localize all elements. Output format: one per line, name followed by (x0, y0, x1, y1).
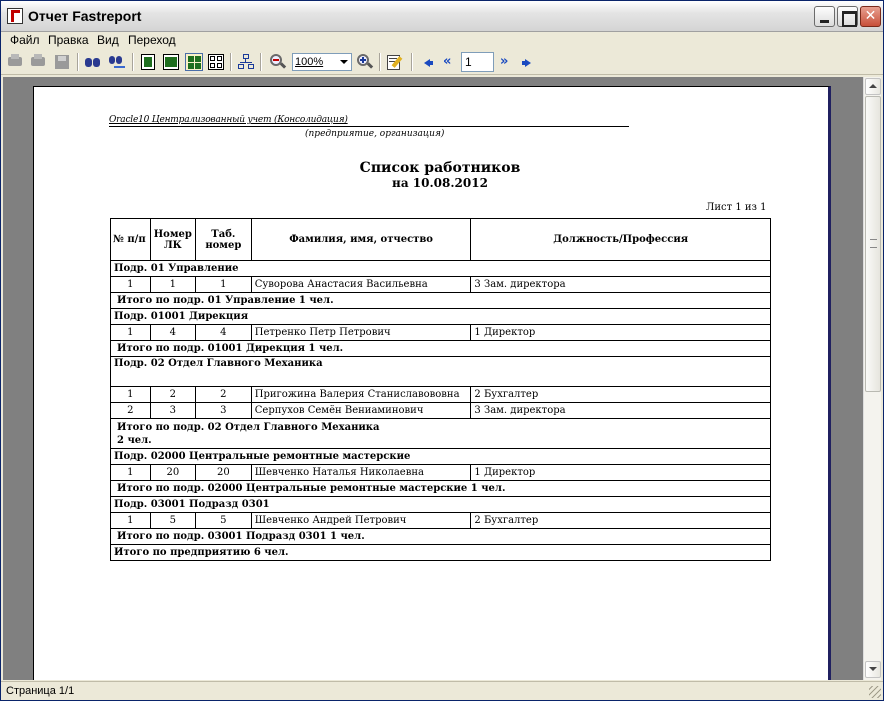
close-icon: ✕ (864, 8, 877, 24)
page-number-value: 1 (465, 55, 472, 69)
table-cell: 1 (111, 387, 151, 403)
table-cell: 2 (150, 387, 195, 403)
next-page-icon[interactable]: » (500, 54, 509, 69)
table-cell: 5 (150, 513, 195, 529)
table-cell: Суворова Анастасия Васильевна (251, 277, 471, 293)
table-row (111, 325, 771, 341)
save-icon[interactable] (53, 53, 71, 71)
table-row (111, 465, 771, 481)
group-header-row (111, 449, 771, 465)
table-cell: 4 (195, 325, 251, 341)
print-button[interactable] (6, 53, 24, 71)
edit-report-icon[interactable] (386, 53, 404, 71)
one-page-icon[interactable] (139, 53, 157, 71)
chevron-down-icon[interactable] (337, 55, 350, 69)
find-next-icon[interactable] (108, 53, 126, 71)
resize-grip-icon[interactable] (869, 686, 881, 698)
col-account-number: Номер ЛК (150, 219, 195, 261)
toolbar (1, 49, 883, 75)
table-cell: 1 Директор (471, 465, 771, 481)
group-title: Подр. 02 Отдел Главного Механика (114, 358, 323, 369)
table-cell: 1 Директор (471, 325, 771, 341)
group-title: Подр. 03001 Подразд 0301 (114, 499, 270, 510)
print-setup-button[interactable] (29, 53, 47, 71)
menu-view[interactable]: Вид (97, 33, 119, 47)
organization-caption: (предприятие, организация) (305, 129, 445, 139)
group-header-row (111, 309, 771, 325)
group-title: Подр. 01 Управление (114, 263, 239, 274)
subtotal-row (111, 529, 771, 545)
close-button[interactable] (860, 6, 881, 27)
table-cell: 5 (195, 513, 251, 529)
table-cell: 1 (150, 277, 195, 293)
table-cell: 20 (195, 465, 251, 481)
scroll-down-button[interactable] (865, 661, 881, 678)
table-cell: 3 (150, 403, 195, 419)
zoom-select[interactable] (292, 53, 352, 71)
table-row (111, 387, 771, 403)
col-full-name: Фамилия, имя, отчество (251, 219, 471, 261)
table-cell: 1 (111, 325, 151, 341)
table-row (111, 403, 771, 419)
subtotal-row (111, 341, 771, 357)
group-header-row (111, 261, 771, 277)
fastreport-app-icon (7, 8, 23, 24)
preview-area[interactable] (3, 77, 863, 680)
organization-underline (109, 126, 629, 127)
table-cell: Шевченко Андрей Петрович (251, 513, 471, 529)
group-title: Подр. 01001 Дирекция (114, 311, 249, 322)
scroll-up-button[interactable] (865, 78, 881, 95)
table-cell: 3 Зам. директора (471, 403, 771, 419)
zoom-out-icon[interactable] (269, 53, 287, 71)
menu-file[interactable]: Файл (10, 33, 40, 47)
table-cell: Петренко Петр Петрович (251, 325, 471, 341)
scroll-thumb[interactable] (865, 96, 881, 392)
thumbnails-icon[interactable] (207, 53, 225, 71)
table-header (111, 219, 771, 261)
table-cell: Серпухов Семён Вениаминович (251, 403, 471, 419)
table-cell: 2 Бухгалтер (471, 513, 771, 529)
table-cell: 2 Бухгалтер (471, 387, 771, 403)
status-bar (1, 681, 883, 700)
table-cell: 1 (111, 277, 151, 293)
total-count: 2 чел. (117, 434, 152, 446)
maximize-button[interactable] (837, 6, 858, 27)
table-cell: 20 (150, 465, 195, 481)
sheet-counter: Лист 1 из 1 (706, 202, 767, 213)
subtotal-row (111, 481, 771, 497)
minimize-button[interactable] (814, 6, 835, 27)
zoom-value: 100% (295, 56, 324, 68)
table-cell: Шевченко Наталья Николаевна (251, 465, 471, 481)
group-header-row (111, 357, 771, 387)
title-bar[interactable] (1, 1, 883, 32)
table-cell: 3 (195, 403, 251, 419)
subtotal-row (111, 419, 771, 449)
table-cell: 1 (111, 465, 151, 481)
total-text: Итого по подр. 02 Отдел Главного Механика (117, 421, 380, 433)
table-cell: Пригожина Валерия Станиславововна (251, 387, 471, 403)
total-text: Итого по подр. 02000 Центральные ремонтные мастерские 1 чел. (117, 483, 506, 494)
table-cell: 1 (111, 513, 151, 529)
menu-bar (1, 32, 883, 49)
table-row (111, 513, 771, 529)
menu-navigate[interactable]: Переход (128, 33, 176, 47)
outline-tree-icon[interactable] (237, 53, 255, 71)
total-text: Итого по подр. 01 Управление 1 чел. (117, 295, 334, 306)
group-title: Подр. 02000 Центральные ремонтные мастерские (114, 451, 411, 462)
subtotal-row (111, 293, 771, 309)
employees-table (110, 218, 771, 561)
total-text: Итого по подр. 03001 Подразд 0301 1 чел. (117, 531, 365, 542)
table-cell: 3 Зам. директора (471, 277, 771, 293)
total-text: Итого по подр. 01001 Дирекция 1 чел. (117, 343, 344, 354)
report-page (33, 86, 831, 680)
col-position: Должность/Профессия (471, 219, 771, 261)
prev-page-icon[interactable]: « (443, 54, 452, 69)
table-cell: 2 (111, 403, 151, 419)
vertical-scrollbar[interactable] (863, 77, 881, 680)
window-title: Отчет Fastreport (28, 8, 142, 24)
col-personnel-number: Таб. номер (195, 219, 251, 261)
find-icon[interactable] (84, 53, 102, 71)
report-date: на 10.08.2012 (392, 176, 488, 190)
status-page-text: Страница 1/1 (6, 685, 75, 697)
page-number-input[interactable] (461, 52, 494, 72)
table-cell: 2 (195, 387, 251, 403)
menu-edit[interactable]: Правка (48, 33, 89, 47)
zoom-in-icon[interactable] (356, 53, 374, 71)
last-page-icon[interactable] (519, 53, 537, 71)
total-text: Итого по предприятию 6 чел. (114, 547, 289, 558)
table-row (111, 277, 771, 293)
group-header-row (111, 497, 771, 513)
page-width-icon[interactable] (162, 53, 180, 71)
grand-total-row (111, 545, 771, 561)
table-cell: 1 (195, 277, 251, 293)
report-title: Список работников (359, 160, 521, 176)
organization-name: Oracle10 Централизованный учет (Консолидация) (109, 115, 348, 125)
first-page-icon[interactable] (419, 53, 437, 71)
multi-page-icon[interactable] (185, 53, 203, 71)
col-number: № п/п (111, 219, 151, 261)
table-cell: 4 (150, 325, 195, 341)
